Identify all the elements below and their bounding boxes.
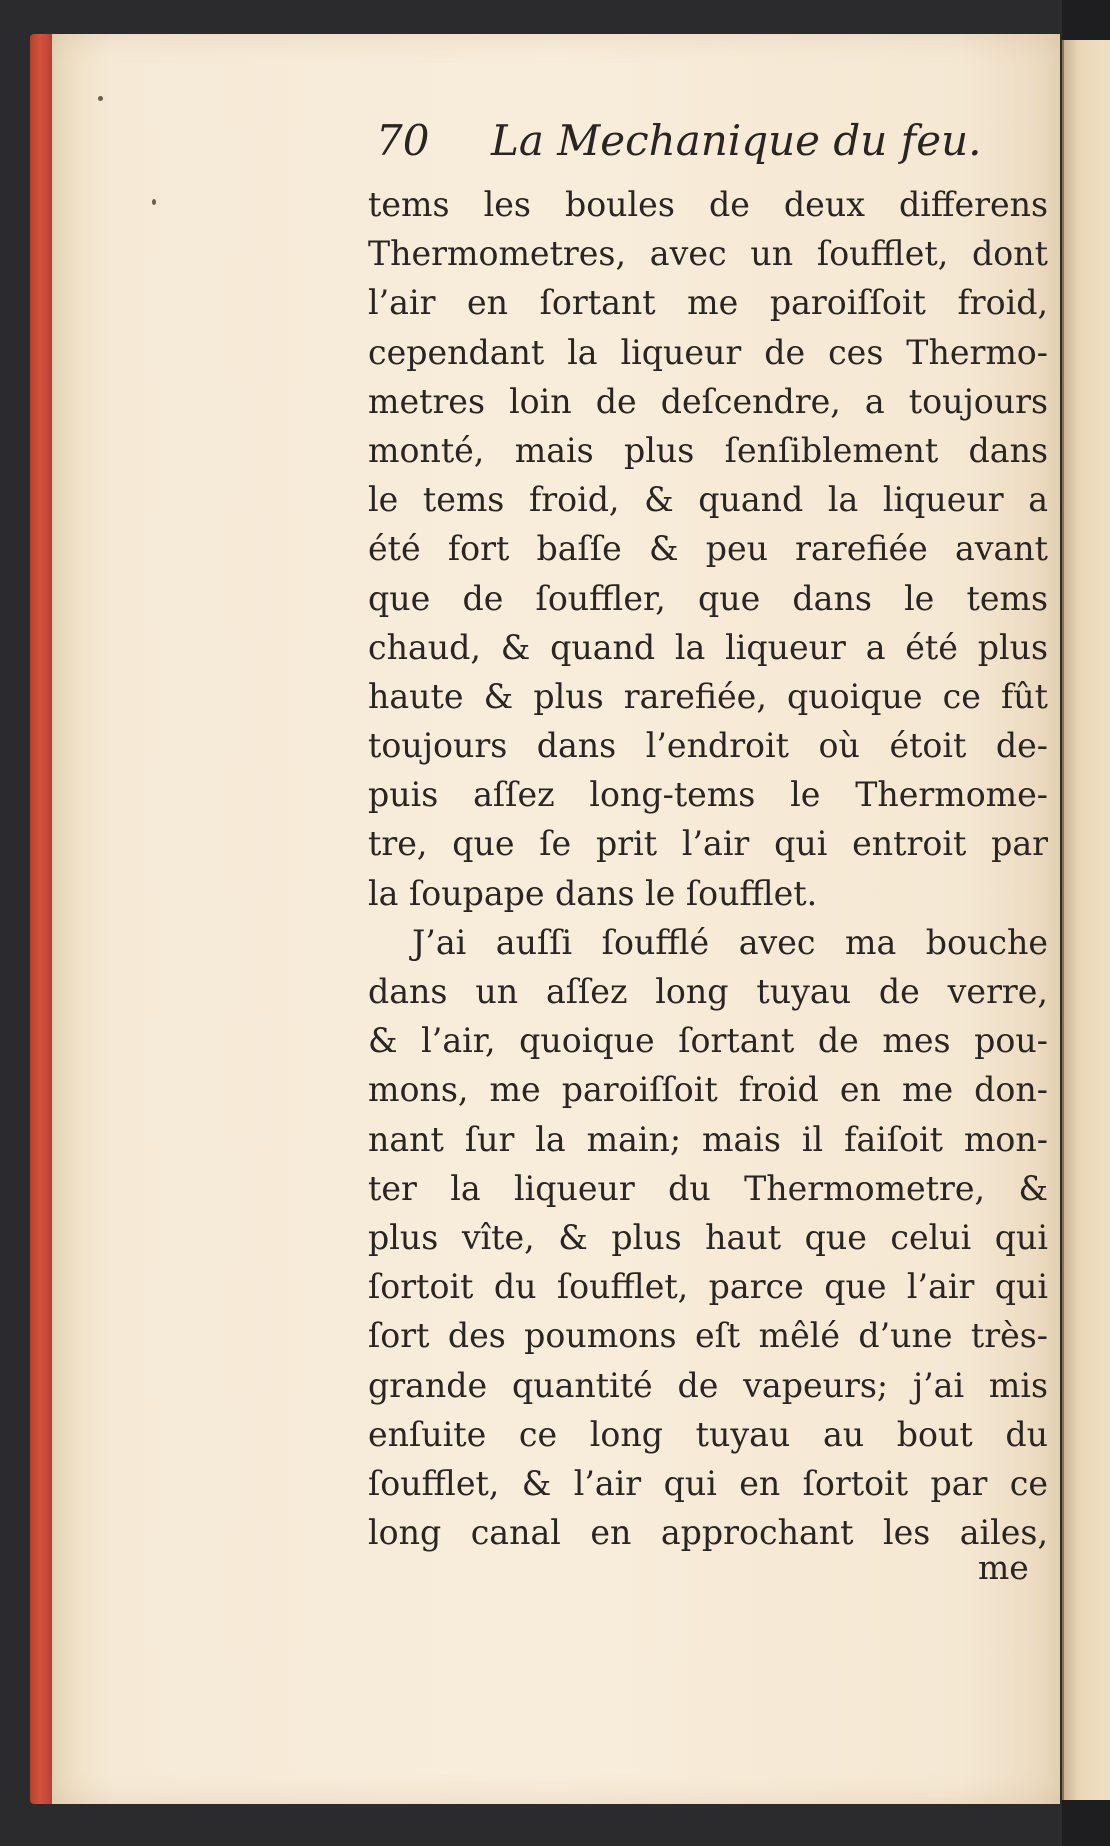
text-line: Thermometres, avec un ſoufflet, dont [368, 234, 1048, 274]
text-line: cependant la liqueur de ces Thermo- [368, 332, 1048, 372]
next-page-edge [1062, 40, 1110, 1805]
paper-speck [98, 96, 103, 101]
text-line: l’air en ſortant me paroiſſoit froid, [368, 283, 1048, 323]
text-line: chaud, & quand la liqueur a été plus [368, 627, 1048, 667]
running-title: La Mechanique du feu. [491, 116, 982, 165]
background-top-right [1062, 0, 1110, 40]
text-line: que de ſouffler, que dans le tems [368, 578, 1048, 618]
text-line: metres loin de deſcendre, a toujours [368, 381, 1048, 421]
body-text [368, 180, 1048, 1557]
text-line: le tems froid, & quand la liqueur a [368, 480, 1048, 520]
text-line-paragraph-start: J’ai auſſi ſoufflé avec ma bouche [412, 922, 1048, 962]
text-line: dans un aſſez long tuyau de verre, [368, 972, 1048, 1011]
text-line: ſort des poumons eſt mêlé d’une très- [368, 1316, 1048, 1356]
text-line: nant ſur la main; mais il faiſoit mon- [368, 1119, 1048, 1159]
text-line: grande quantité de vapeurs; j’ai mis [368, 1365, 1048, 1405]
page-header [376, 116, 986, 176]
text-line: ſoufflet, & l’air qui en ſortoit par ce [368, 1463, 1048, 1503]
text-line: ſortoit du ſoufflet, parce que l’air qui [368, 1267, 1048, 1307]
text-line: tems les boules de deux differens [368, 185, 1048, 224]
text-line-paragraph-end: la ſoupape dans le ſoufflet. [368, 873, 818, 913]
text-line: ter la liqueur du Thermometre, & [368, 1168, 1048, 1208]
page-number: 70 [376, 116, 430, 165]
text-line: plus vîte, & plus haut que celui qui [368, 1217, 1048, 1257]
text-line: toujours dans l’endroit où étoit de- [368, 726, 1048, 766]
text-line: monté, mais plus ſenſiblement dans [368, 430, 1048, 470]
text-line: long canal en approchant les ailes, [368, 1513, 1048, 1553]
text-line: tre, que ſe prit l’air qui entroit par [368, 824, 1048, 864]
text-line: mons, me paroiſſoit froid en me don- [368, 1070, 1048, 1110]
text-line: puis aſſez long-tems le Thermome- [368, 775, 1048, 815]
text-line: & l’air, quoique ſortant de mes pou- [368, 1021, 1048, 1061]
text-line: été fort baſſe & peu rarefiée avant [368, 529, 1048, 569]
text-line: enſuite ce long tuyau au bout du [368, 1414, 1048, 1454]
catchword: me [978, 1548, 1029, 1587]
text-line: haute & plus rarefiée, quoique ce fût [368, 676, 1048, 716]
paper-speck [152, 199, 156, 205]
background-bottom-right [1062, 1800, 1110, 1846]
